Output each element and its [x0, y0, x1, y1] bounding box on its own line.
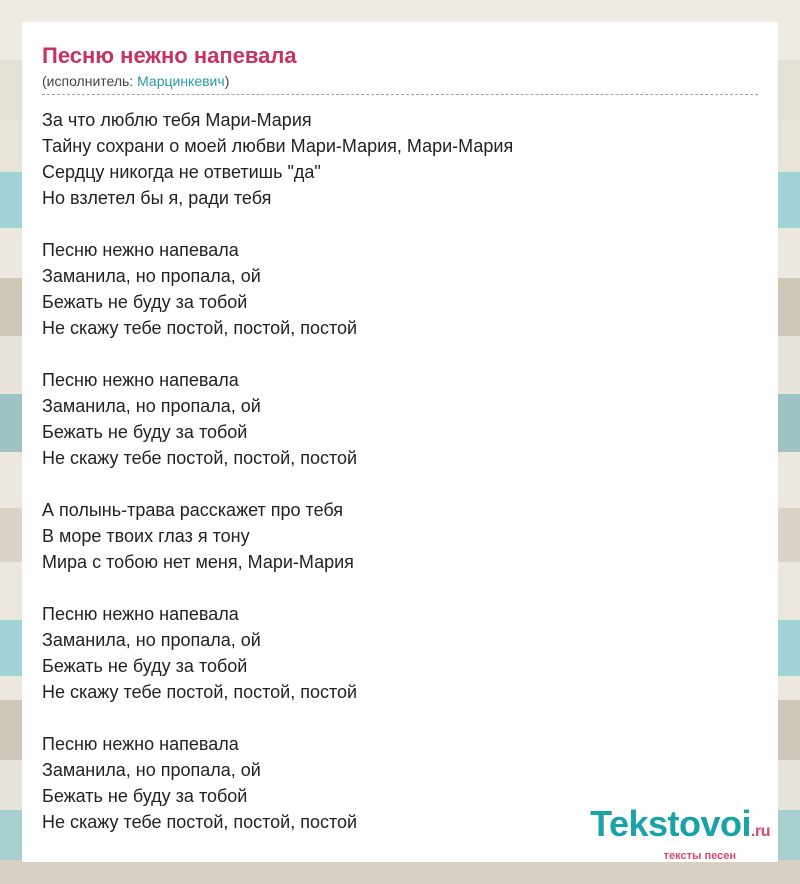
stanza: [42, 237, 758, 341]
lyric-line: Не скажу тебе постой, постой, постой: [42, 812, 358, 832]
logo-tld: .ru: [751, 823, 770, 840]
lyric-line: Бежать не буду за тобой: [42, 786, 248, 806]
lyric-line: Мира с тобою нет меня, Мари-Мария: [42, 552, 354, 572]
stanza: [42, 497, 758, 575]
logo-tagline: тексты песен: [663, 850, 736, 862]
stanza: [42, 601, 758, 705]
lyric-line: Не скажу тебе постой, постой, постой: [42, 318, 358, 338]
lyric-line: Заманила, но пропала, ой: [42, 396, 261, 416]
stanza: [42, 367, 758, 471]
lyric-line: Бежать не буду за тобой: [42, 422, 248, 442]
site-logo[interactable]: [590, 803, 770, 862]
artist-link[interactable]: Марцинкевич: [137, 73, 225, 89]
lyric-line: Бежать не буду за тобой: [42, 292, 248, 312]
lyric-line: Но взлетел бы я, ради тебя: [42, 188, 272, 208]
lyric-line: Бежать не буду за тобой: [42, 656, 248, 676]
logo-wordmark: [590, 803, 770, 850]
lyric-line: Тайну сохрани о моей любви Мари-Мария, Мари-Мария: [42, 136, 514, 156]
lyric-line: А полынь-трава расскажет про тебя: [42, 500, 344, 520]
song-title: Песню нежно напевала: [42, 43, 297, 68]
stanza: [42, 107, 758, 211]
lyrics-card: [22, 22, 778, 862]
lyrics-text: [42, 107, 758, 835]
artist-line: [42, 72, 758, 95]
lyric-line: За что люблю тебя Мари-Мария: [42, 110, 312, 130]
lyric-line: Песню нежно напевала: [42, 734, 239, 754]
artist-suffix: ): [224, 73, 230, 89]
lyric-line: Песню нежно напевала: [42, 240, 239, 260]
lyric-line: Песню нежно напевала: [42, 604, 239, 624]
lyric-line: Песню нежно напевала: [42, 370, 239, 390]
lyric-line: Заманила, но пропала, ой: [42, 266, 261, 286]
lyric-line: В море твоих глаз я тону: [42, 526, 250, 546]
lyric-line: Заманила, но пропала, ой: [42, 760, 261, 780]
artist-prefix: (исполнитель:: [42, 73, 138, 89]
lyric-line: Заманила, но пропала, ой: [42, 630, 261, 650]
lyric-line: Не скажу тебе постой, постой, постой: [42, 448, 358, 468]
lyric-line: Сердцу никогда не ответишь "да": [42, 162, 321, 182]
lyric-line: Не скажу тебе постой, постой, постой: [42, 682, 358, 702]
logo-name: Tekstovoi: [590, 803, 752, 844]
